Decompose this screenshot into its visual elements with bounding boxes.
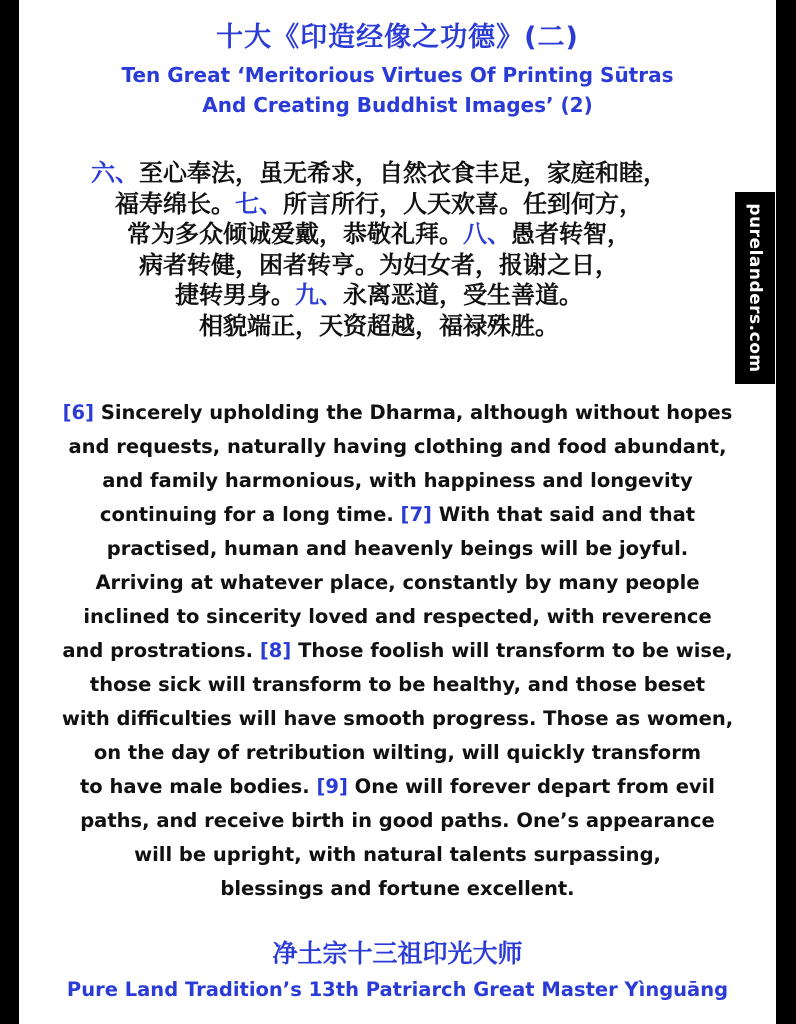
author-english: Pure Land Tradition’s 13th Patriarch Great Master Yìnguāng bbox=[66, 978, 729, 1001]
english-line bbox=[31, 872, 764, 906]
passage-text: inclined to sincerity loved and respected, with reverence bbox=[83, 605, 712, 628]
english-line bbox=[31, 532, 764, 566]
english-line bbox=[31, 702, 764, 736]
chinese-line bbox=[19, 189, 739, 220]
passage-text: continuing for a long time. bbox=[99, 503, 401, 526]
passage-text: and prostrations. bbox=[62, 639, 260, 662]
passage-text: those sick will transform to be healthy, and those beset bbox=[89, 673, 706, 696]
passage-text: 常为多众倾诚爱戴，恭敬礼拜。 bbox=[127, 220, 463, 248]
english-line bbox=[31, 430, 764, 464]
passage-text: on the day of retribution wilting, will quickly transform bbox=[93, 741, 702, 764]
section-number: 八、 bbox=[463, 220, 511, 248]
passage-text: 捷转男身。 bbox=[175, 281, 295, 309]
passage-text: to have male bodies. bbox=[79, 775, 317, 798]
author-chinese: 净土宗十三祖印光大师 bbox=[272, 939, 523, 968]
english-line bbox=[31, 804, 764, 838]
section-reference: [9] bbox=[316, 775, 348, 798]
english-line bbox=[31, 736, 764, 770]
passage-text: blessings and fortune excellent. bbox=[220, 877, 575, 900]
page bbox=[19, 0, 776, 1024]
section-number: 九、 bbox=[295, 281, 343, 309]
english-passage bbox=[31, 396, 764, 906]
english-line bbox=[31, 838, 764, 872]
passage-text: 福寿绵长。 bbox=[115, 189, 235, 218]
passage-text: and requests, naturally having clothing and food abundant, bbox=[68, 435, 727, 458]
english-line bbox=[31, 464, 764, 498]
passage-text: One will forever depart from evil bbox=[347, 775, 715, 798]
chinese-passage bbox=[19, 158, 739, 341]
passage-text: practised, human and heavenly beings will be joyful. bbox=[106, 537, 689, 560]
chinese-line bbox=[19, 158, 739, 189]
passage-text: With that said and that bbox=[431, 503, 696, 526]
passage-text: 所言所行，人天欢喜。任到何方， bbox=[283, 189, 643, 218]
passage-text: paths, and receive birth in good paths. One’s appearance bbox=[80, 809, 715, 832]
passage-text: and family harmonious, with happiness and longevity bbox=[102, 469, 693, 492]
english-line bbox=[31, 498, 764, 532]
section-reference: [8] bbox=[259, 639, 292, 662]
passage-text: 愚者转智， bbox=[511, 220, 631, 248]
chinese-line bbox=[19, 219, 739, 250]
chinese-line bbox=[19, 280, 739, 311]
english-line bbox=[31, 770, 764, 804]
section-number: 七、 bbox=[235, 189, 283, 218]
passage-text: will be upright, with natural talents surpassing, bbox=[134, 843, 661, 866]
passage-text: 病者转健，困者转亨。为妇女者，报谢之日， bbox=[139, 250, 619, 279]
english-line bbox=[31, 396, 764, 430]
section-reference: [6] bbox=[62, 401, 95, 424]
english-line bbox=[31, 566, 764, 600]
chinese-line bbox=[19, 250, 739, 281]
passage-text: with difficulties will have smooth progress. Those as women, bbox=[61, 707, 734, 730]
section-number: 六、 bbox=[91, 159, 139, 187]
title-english-line-2: And Creating Buddhist Images’ (2) bbox=[202, 93, 593, 117]
english-line bbox=[31, 634, 764, 668]
english-line bbox=[31, 600, 764, 634]
english-line bbox=[31, 668, 764, 702]
passage-text: Those foolish will transform to be wise, bbox=[291, 639, 733, 662]
page-title-chinese: 十大《印造经像之功德》(二) bbox=[216, 22, 579, 53]
passage-text: Arriving at whatever place, constantly by many people bbox=[95, 571, 700, 594]
website-label: purelanders.com bbox=[745, 203, 765, 373]
page-title-english bbox=[19, 60, 776, 120]
passage-text: Sincerely upholding the Dharma, although without hopes bbox=[94, 401, 733, 424]
passage-text: 永离恶道，受生善道。 bbox=[343, 281, 583, 309]
title-english-line-1: Ten Great ‘Meritorious Virtues Of Printing Sūtras bbox=[121, 63, 674, 87]
passage-text: 相貌端正，天资超越，福禄殊胜。 bbox=[199, 311, 559, 340]
passage-text: 至心奉法，虽无希求，自然衣食丰足，家庭和睦， bbox=[139, 159, 667, 187]
chinese-line bbox=[19, 311, 739, 342]
website-tab bbox=[735, 192, 775, 384]
section-reference: [7] bbox=[400, 503, 432, 526]
